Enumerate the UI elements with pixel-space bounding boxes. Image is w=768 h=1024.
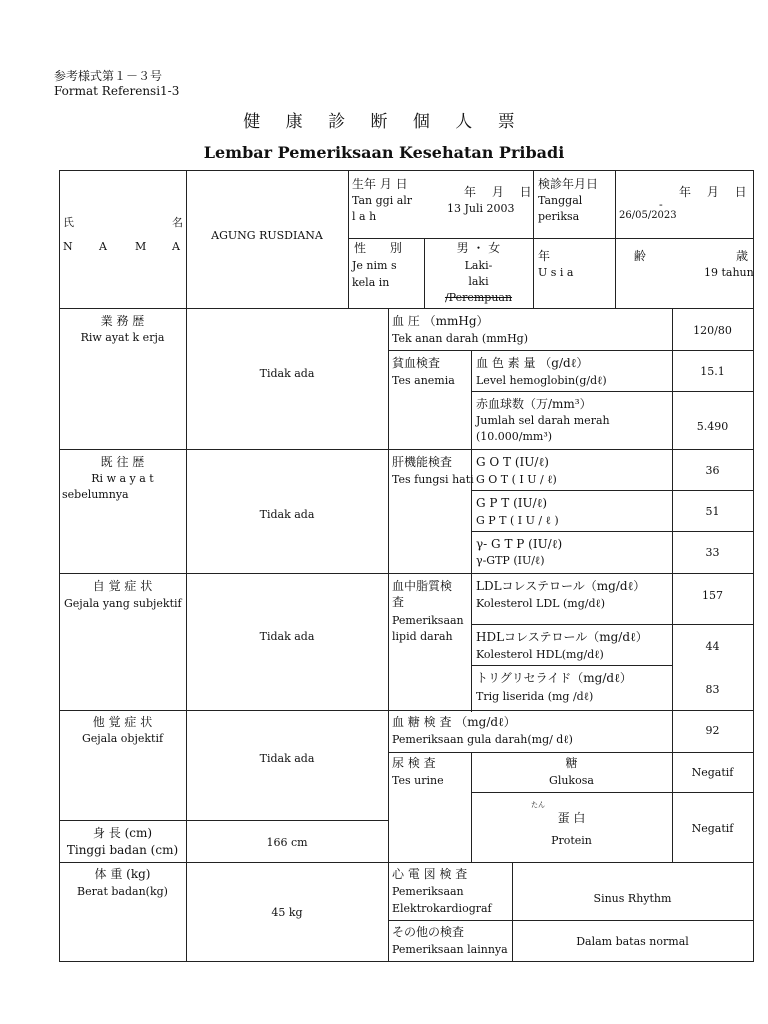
height-label-id: Tinggi badan (cm) [66,843,179,857]
dob-label-id-2: l a h [352,210,377,223]
medical-history-label-ja: 既 往 歴 [100,455,145,469]
anemia-label-id: Tes anemia [392,374,455,387]
urine-protein-label-id: Protein [551,834,592,847]
weight-label-id: Berat badan(kg) [77,885,168,898]
sex-label-id-2: kela in [352,276,390,289]
got-label-ja: G O T (IU/ℓ) [476,455,549,469]
urine-label-id: Tes urine [392,774,444,787]
sex-label-id-1: Je nim s [352,259,397,272]
exam-value: 26/05/2023 [619,210,677,221]
name-label-id-a2: A [172,240,180,253]
ecg-label-id-2: Elektrokardiograf [392,902,492,915]
ecg-label-ja: 心 電 図 検 査 [392,867,468,881]
weight-label-ja: 体 重 (kg) [94,867,151,881]
urine-protein-label-ja: 蛋 白 [557,811,586,825]
name-label-ja: 氏 [63,216,74,229]
dob-label-id-1: Tan ggi alr [352,194,413,207]
hemoglobin-label-ja: 血 色 素 量 （g/dℓ） [476,356,589,370]
ldl-label-id: Kolesterol LDL (mg/dℓ) [476,597,606,610]
exam-dash: - [659,198,663,211]
urine-sugar-label-ja: 糖 [565,756,578,770]
objective-symptoms-value: Tidak ada [259,752,315,765]
hdl-value: 44 [705,640,720,653]
gpt-label-id: G P T ( I U / ℓ ) [476,514,559,527]
ecg-label-id-1: Pemeriksaan [392,885,464,898]
exam-ymd-ja: 年 月 日 [679,185,753,199]
name-label-id-m: M [135,240,147,253]
hdl-label-ja: HDLコレステロール（mg/dℓ） [476,630,648,644]
dob-value: 13 Juli 2003 [447,202,515,215]
name-label-id-a: A [99,240,107,253]
name-label-id-n: N [63,240,73,253]
rbc-label-ja: 赤血球数（万/mm³） [476,397,592,411]
triglyceride-label-id: Trig liserida (mg /dℓ) [476,690,594,703]
triglyceride-label-ja: トリグリセライド（mg/dℓ） [476,671,632,685]
sex-male-2: laki [468,275,489,288]
age-unit-ja: 歳 [736,249,749,263]
sex-options-ja: 男 ・ 女 [456,241,501,255]
ldl-value: 157 [702,589,723,602]
other-tests-label-ja: その他の検査 [392,925,465,939]
ggtp-label-id: γ-GTP (IU/ℓ) [476,554,545,567]
sex-male: Laki- [464,259,493,272]
ggtp-value: 33 [705,546,720,559]
rbc-label-id-2: (10.000/mm³) [476,430,553,443]
lipid-label-ja-1: 血中脂質検 [392,579,453,593]
medical-history-label-id-1: Ri w a y a t [91,472,154,485]
medical-history-label-id-2: sebelumnya [62,488,129,501]
triglyceride-value: 83 [705,683,720,696]
reference-form-ja: 参考様式第１－３号 [54,69,163,83]
urine-protein-value: Negatif [691,822,734,835]
lipid-label-id-1: Pemeriksaan [392,614,464,627]
got-value: 36 [705,464,720,477]
name-value: AGUNG RUSDIANA [211,229,323,242]
work-history-value: Tidak ada [259,367,315,380]
height-value: 166 cm [266,836,308,849]
subjective-symptoms-value: Tidak ada [259,630,315,643]
age-label-id: U s i a [538,266,574,279]
ldl-label-ja: LDLコレステロール（mg/dℓ） [476,579,646,593]
sex-female-struck: /Perempuan [444,291,513,304]
urine-sugar-label-id: Glukosa [549,774,594,787]
liver-label-ja: 肝機能検査 [392,455,453,469]
exam-label-id-2: periksa [538,210,580,223]
rbc-label-id-1: Jumlah sel darah merah [476,414,610,427]
objective-symptoms-label-ja: 他 覚 症 状 [92,715,153,729]
blood-glucose-label-ja: 血 糖 検 査 （mg/dℓ） [392,715,516,729]
other-tests-label-id: Pemeriksaan lainnya [392,943,508,956]
title-id: Lembar Pemeriksaan Kesehatan Pribadi [203,143,565,162]
urine-sugar-value: Negatif [691,766,734,779]
other-tests-value: Dalam batas normal [576,935,689,948]
age-label-ja: 年 齢 [538,249,686,263]
reference-form-id: Format Referensi1-3 [54,84,180,98]
dob-label-ja: 生年 月 日 [352,177,408,191]
lipid-label-id-2: lipid darah [392,630,453,643]
lipid-label-ja-2: 査 [392,595,405,609]
dob-ymd-ja: 年 月 日 [464,185,538,199]
urine-label-ja: 尿 検 査 [392,756,436,770]
blood-glucose-label-id: Pemeriksaan gula darah(mg/ dℓ) [392,733,573,746]
title-ja: 健 康 診 断 個 人 票 [243,112,525,132]
blood-glucose-value: 92 [705,724,720,737]
liver-label-id: Tes fungsi hati [392,473,474,486]
hemoglobin-label-id: Level hemoglobin(g/dℓ) [476,374,607,387]
gpt-label-ja: G P T (IU/ℓ) [476,496,548,510]
gpt-value: 51 [705,505,720,518]
exam-label-ja: 検診年月日 [538,177,599,191]
subjective-symptoms-label-ja: 自 覚 症 状 [92,579,153,593]
ecg-value: Sinus Rhythm [593,892,672,905]
objective-symptoms-label-id: Gejala objektif [81,732,164,745]
sex-label-ja: 性 別 [354,241,412,255]
weight-value: 45 kg [271,906,303,919]
height-label-ja: 身 長 (cm) [92,826,153,840]
work-history-label-ja: 業 務 歴 [100,314,145,328]
hdl-label-id: Kolesterol HDL(mg/dℓ) [476,648,604,661]
blood-pressure-label-id: Tek anan darah (mmHg) [392,332,529,345]
blood-pressure-label-ja: 血 圧 （mmHg） [392,314,489,328]
medical-history-value: Tidak ada [259,508,315,521]
work-history-label-id: Riw ayat k erja [80,331,165,344]
got-label-id: G O T ( I U / ℓ) [476,473,557,486]
age-value: 19 tahun [704,266,754,279]
blood-pressure-value: 120/80 [693,324,732,337]
rbc-value: 5.490 [696,420,729,433]
hemoglobin-value: 15.1 [700,365,725,378]
name-label-ja-2: 名 [172,216,183,229]
anemia-label-ja: 貧血検査 [392,356,441,370]
exam-label-id-1: Tanggal [538,194,583,207]
protein-ruby: たん [531,801,545,809]
subjective-symptoms-label-id: Gejala yang subjektif [64,597,182,610]
ggtp-label-ja: γ- G T P (IU/ℓ) [476,537,563,551]
